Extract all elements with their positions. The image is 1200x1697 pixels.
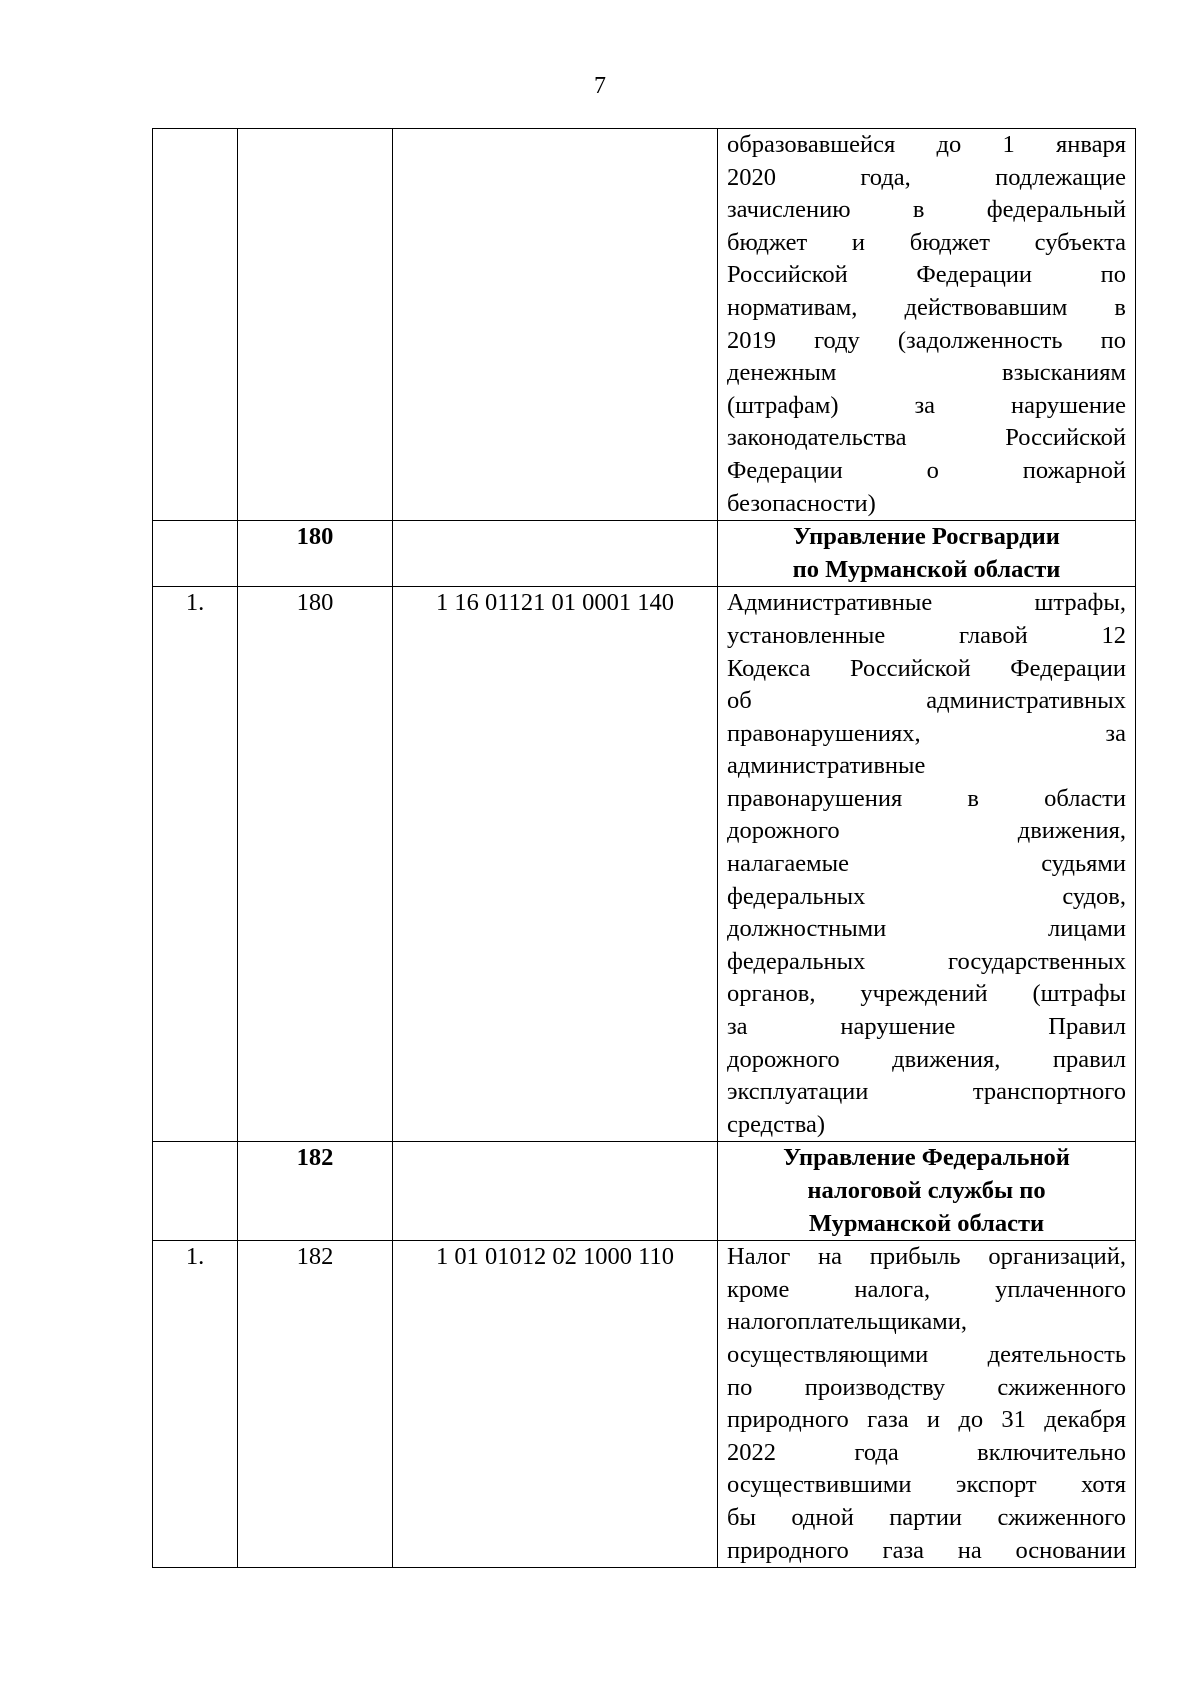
description-line: правонарушения в области [727,784,1126,812]
description-cell [718,587,1136,1142]
description-line: законодательства Российской [727,424,1126,452]
description-cell [718,1241,1136,1568]
description-line: за нарушение Правил [727,1013,1126,1041]
admin-code-cell [238,129,393,521]
description-line: налогоплательщиками, [727,1308,968,1336]
description-line: 2022 года включительно [727,1438,1126,1466]
description-line: должностными лицами [727,915,1126,943]
description-line: осуществившими экспорт хотя [727,1471,1126,1499]
admin-code-cell: 182 [238,1142,393,1241]
table-row [153,1241,1136,1568]
description-line: (штрафам) за нарушение [727,391,1126,419]
kbk-code-cell: 1 01 01012 02 1000 110 [393,1241,718,1568]
description-line: денежным взысканиям [727,359,1126,387]
description-line: дорожного движения, правил [727,1045,1126,1073]
administrator-name-line: по Мурманской области [792,555,1061,583]
description-line: правонарушениях, за [727,719,1126,747]
admin-code-cell: 180 [238,587,393,1142]
administrator-name-line: налоговой службы по [807,1177,1046,1204]
description-line: зачислению в федеральный [727,196,1126,224]
description-line: бюджет и бюджет субъекта [727,228,1126,256]
administrator-name-line: Мурманской области [808,1209,1045,1237]
section-header-row [153,1142,1136,1241]
administrator-name-cell [718,1142,1136,1241]
description-line: нормативам, действовавшим в [727,293,1126,321]
description-cell [718,129,1136,521]
row-number-cell [153,129,238,521]
description-line: кроме налога, уплаченного [727,1275,1126,1303]
description-line: административные [727,752,926,780]
description-line: налагаемые судьями [727,850,1126,878]
section-header-row [153,521,1136,587]
description-line: установленные главой 12 [727,621,1126,649]
description-line: Административные штрафы, [727,589,1126,617]
admin-code-cell: 182 [238,1241,393,1568]
description-line: Кодекса Российской Федерации [727,654,1126,682]
row-number-cell [153,521,238,587]
description-line: эксплуатации транспортного [727,1078,1126,1106]
revenue-codes-table [152,128,1136,1568]
description-line: осуществляющими деятельность [727,1340,1126,1368]
description-line: 2020 года, подлежащие [727,163,1126,191]
description-line: по производству сжиженного [727,1373,1126,1401]
description-line: образовавшейся до 1 января [727,131,1126,158]
row-number-cell [153,1142,238,1241]
administrator-name-line: Управление Федеральной [783,1144,1070,1172]
description-line: природного газа на основании [727,1536,1126,1564]
table-row [153,587,1136,1142]
page-number: 7 [594,73,606,99]
administrator-name-cell [718,521,1136,587]
row-number-cell: 1. [153,587,238,1142]
row-number-cell: 1. [153,1241,238,1568]
table-row [153,129,1136,521]
kbk-code-cell [393,129,718,521]
description-line: федеральных государственных [727,947,1126,975]
kbk-code-cell: 1 16 01121 01 0001 140 [393,587,718,1142]
description-line: бы одной партии сжиженного [727,1503,1126,1531]
description-line: Федерации о пожарной [727,456,1126,484]
description-line: безопасности) [727,489,876,517]
description-line: 2019 году (задолженность по [727,326,1126,354]
description-line: Налог на прибыль организаций, [727,1243,1126,1271]
description-line: природного газа и до 31 декабря [727,1406,1126,1434]
admin-code-cell: 180 [238,521,393,587]
administrator-name-line: Управление Росгвардии [793,523,1060,551]
description-line: дорожного движения, [727,817,1126,845]
kbk-code-cell [393,1142,718,1241]
description-line: Российской Федерации по [727,261,1126,289]
description-line: органов, учреждений (штрафы [727,980,1126,1008]
description-line: федеральных судов, [727,882,1126,910]
description-line: об административных [727,687,1126,715]
description-line: средства) [727,1110,825,1138]
kbk-code-cell [393,521,718,587]
